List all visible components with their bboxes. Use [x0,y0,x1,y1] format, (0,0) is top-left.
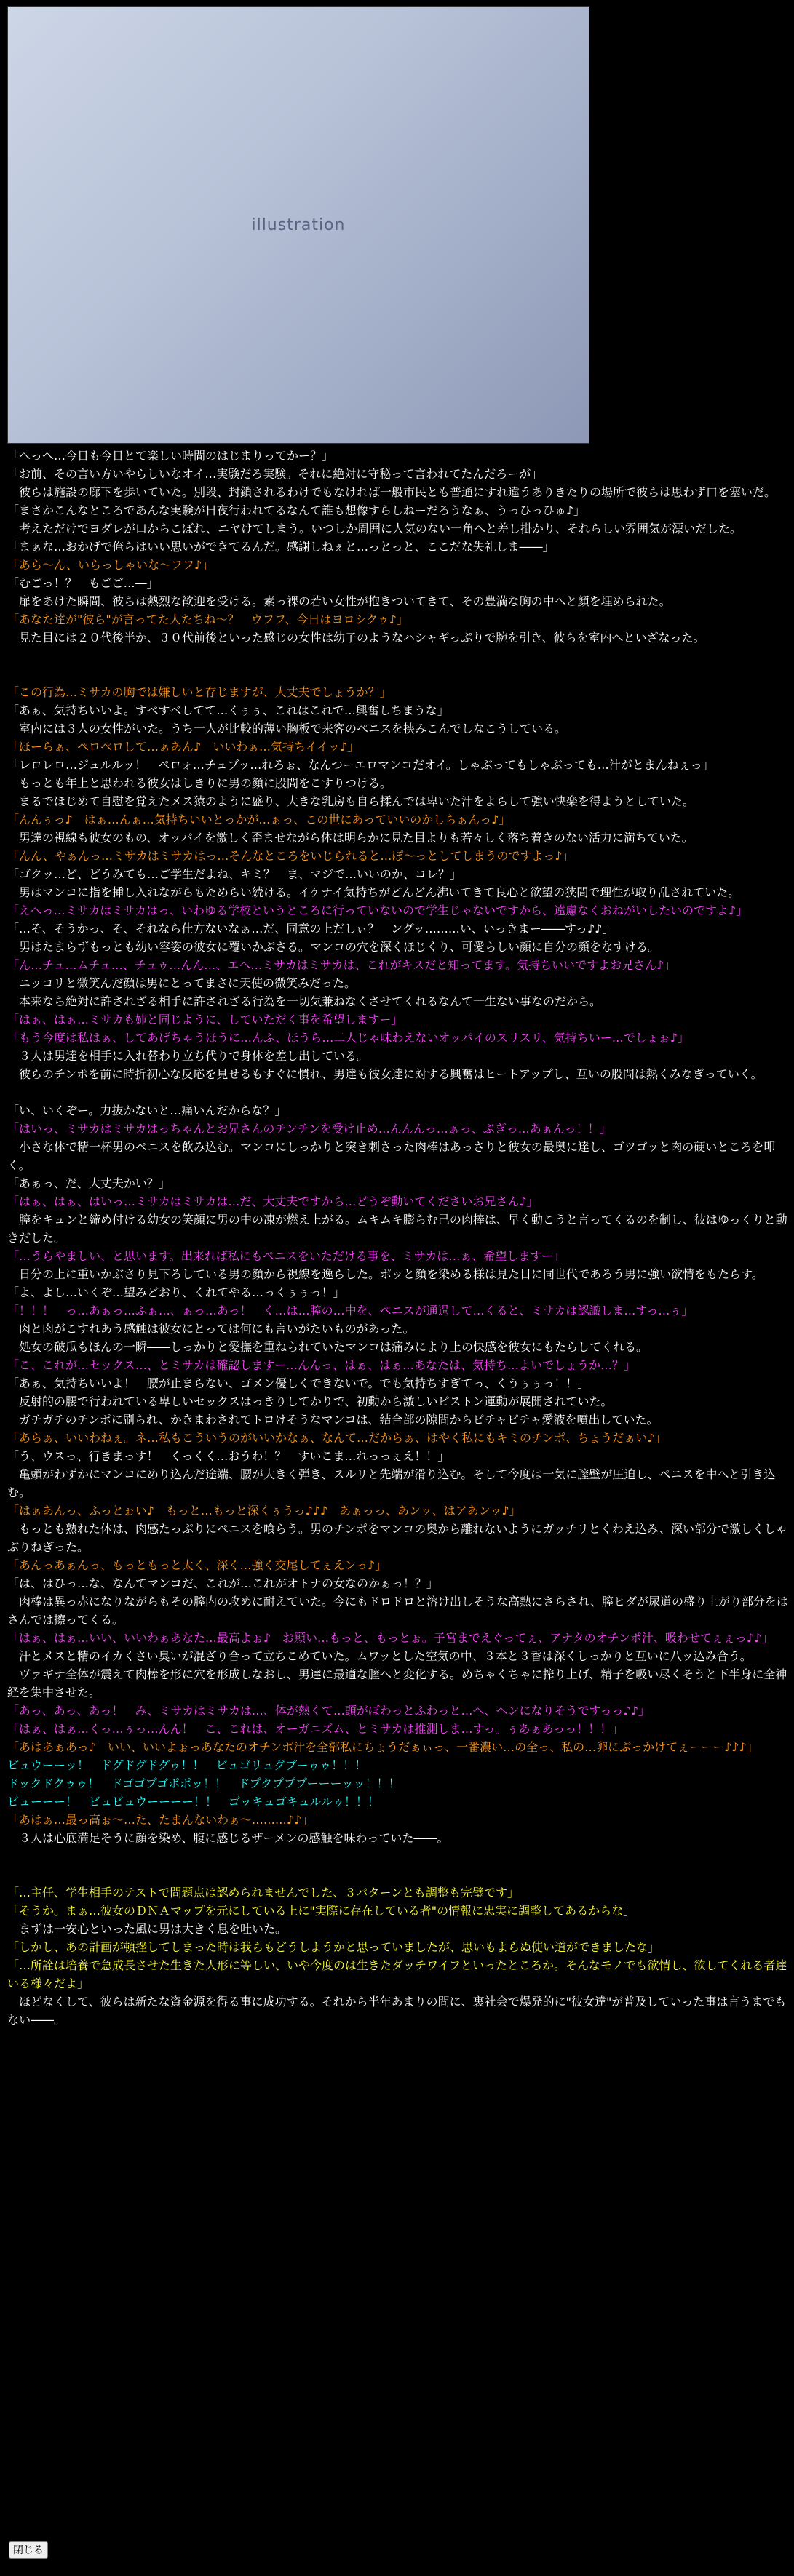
story-line: 本来なら絶対に許されざる相手に許されざる行為を一切気兼ねなくさせてくれるなんて一生ない事なのだから。 [7,994,602,1008]
story-line: まるでほじめて自慰を覚えたメス猿のように盛り、大きな乳房も自ら揉んでは卑いた汁をよらして強い快楽を得ようとしていた。 [7,794,694,808]
story-line: 「まさかこんなところであんな実験が日夜行われてるなんて誰も想像すらしねーだろうなぁ、うっひっひゅ♪」 [7,503,586,517]
story-line: 「こ、これが…セックス…、とミサカは確認しますー…んんっ、はぁ、はぁ…あなたは、気持ち…よいでしょうか…？」 [7,1358,636,1372]
story-line: 「…主任、学生相手のテストで問題点は認められませんでした、３パターンとも調整も完璧です」 [7,1886,520,1899]
story-line: 「はぁ、はぁ…ミサカも姉と同じように、していただく事を希望しますー」 [7,1013,403,1026]
story-line: 扉をあけた瞬間、彼らは熱烈な歓迎を受ける。素っ裸の若い女性が抱きついてきて、その豊満な胸の中へと顔を埋められた。 [7,594,671,608]
story-line: 膣をキュンと締め付ける幼女の笑顔に男の中の凍が燃え上がる。ムキムキ膨らむ己の肉棒は、早く動こうと言ってくるのを制し、彼はゆっくりと動きだした。 [7,1213,787,1245]
blank-line [7,665,790,683]
story-line: 「あぁ、気持ちいいよ。すべすべしてて…くぅぅ、これはこれで…興奮しちまうな」 [7,703,449,717]
story-line: ヴァギナ全体が震えて肉棒を形に穴を形成しなおし、男達に最適な膣へと変化する。めちゃくちゃに搾り上げ、精子を吸い尽くそうと下半身に全神経を集中させた。 [7,1667,787,1699]
story-line: 「えへっ…ミサカはミサカはっ、いわゆる学校というところに行っていないので学生じゃないですから、遠慮なくおねがいしたいのですよ♪」 [7,904,748,917]
story-line: 「…所詮は培養で急成長させた生きた人形に等しい、いや今度のは生きたダッチワイフといったところか。そんなモノでも欲情し、欲してくれる者達いる様々だよ」 [7,1958,787,1990]
story-line: 「…そ、そうかっ、そ、それなら仕方ないなぁ…だ、同意の上だしぃ？ ングッ………い、いっきまー――すっ♪♪」 [7,922,614,936]
story-line: 処女の破瓜もほんの一瞬――しっかりと愛撫を重ねられていたマンコは痛みにより上の快感を彼女にもたらしてくれる。 [7,1340,648,1354]
story-line: 「よ、よし…いくぞ…望みどおり、くれてやる…っくぅぅっ！」 [7,1285,345,1299]
story-line: 「もう今度は私はぁ、してあげちゃうほうに…んふ、ほうら…二人じゃ味わえないオッパイのスリスリ、気持ちいー…でしょぉ♪」 [7,1031,689,1045]
story-line: もっとも年上と思われる彼女はしきりに男の顔に股間をこすりつける。 [7,776,392,790]
story-line: まずは一安心といった風に男は大きく息を吐いた。 [7,1922,287,1936]
story-line: 「むごっ！？ もごご…―」 [7,576,159,590]
story-line: 「あんっあぁんっ、もっともっと太く、深く…強く交尾してぇえンっ♪」 [7,1558,387,1572]
story-line: 「あら～ん、いらっしゃいな～フフ♪」 [7,558,214,572]
story-line: 「ほーらぁ、ペロペロして…ぁあん♪ いいわぁ…気持ちイイッ♪」 [7,740,360,754]
story-line: 日分の上に重いかぶさり見下ろしている男の顔から視線を逸らした。ポッと顔を染める様は見た目に同世代であろう男に強い欲情をもたらす。 [7,1267,763,1281]
story-text [7,447,790,2029]
blank-line [7,1865,790,1883]
story-line: ニッコリと微笑んだ顔は男にとってまさに天使の微笑みだった。 [7,976,357,990]
story-line: 「あっ、あっ、あっ！ み、ミサカはミサカは…、体が熱くて…頭がぼわっとふわっと…へ、ヘンになりそうですっっ♪♪」 [7,1704,650,1718]
story-line: 「ん…チュ…ムチュ…、チュゥ…んん…、エヘ…ミサカはミサカは、これがキスだと知ってます。気持ちいいですよお兄さん♪」 [7,958,676,972]
story-line: 彼らは施設の廊下を歩いていた。別段、封鎖されるわけでもなければ一般市民とも普通にすれ違うありきたりの場所で彼らは思わず口を塞いだ。 [7,485,777,499]
blank-line [7,647,790,665]
story-line: 「そうか。まぁ…彼女のＤＮＡマップを元にしている上に"実際に存在している者"の情報に忠実に調整してあるからな」 [7,1904,635,1918]
story-line: 亀頭がわずかにマンコにめり込んだ途端、腰が大きく弾き、スルリと先端が滑り込む。そして今度は一気に膣壁が圧迫し、ペニスを中へと引き込む。 [7,1467,776,1499]
story-line: 「あなた達が"彼ら"が言ってた人たちね～？ ウフフ、今日はヨロシクゥ♪」 [7,613,408,626]
story-line: 肉棒は異っ赤になりながらもその膣内の攻めに耐えていた。今にもドロドロと溶け出しそうな高熱にさらされ、膣ヒダが尿道の盛り上がり部分をはさんでは擦ってくる。 [7,1595,788,1627]
story-line: 「へっへ…今日も今日とて楽しい時間のはじまりってかー？」 [7,449,334,463]
story-line: 「あはあぁあっ♪ いい、いいよぉっあなたのオチンポ汁を全部私にちょうだぁぃっ、一番濃い…の全っ、私の…卵にぶっかけてぇーーー♪♪♪」 [7,1740,758,1754]
story-line: 男はたまらずもっとも幼い容姿の彼女に覆いかぶさる。マンコの穴を深くほじくり、可愛らしい顔に自分の顔をなすける。 [7,940,660,954]
story-line: 肉と肉がこすれあう感触は彼女にとっては何にも言いがたいものがあった。 [7,1322,415,1336]
story-line: 「う、ウスっ、行きまっす！ くっくく…おうわ！？ すいこま…れっっぇえ！！」 [7,1449,450,1463]
story-line: 「…うらやましい、と思います。出来れば私にもペニスをいただける事を、ミサカは…ぁ、希望しますー」 [7,1249,565,1263]
blank-line [7,1847,790,1865]
story-line: ほどなくして、彼らは新たな資金源を得る事に成功する。それから半年あまりの間に、裏社会で爆発的に"彼女達"が普及していった事は言うまでもない――。 [7,1995,787,2027]
story-line: ３人は男達を相手に入れ替わり立ち代りで身体を差し出している。 [7,1049,369,1063]
story-line: 「はぁ、はぁ…くっ…ぅっ…んん！ こ、これは、オーガニズム、とミサカは推測しま…すっ。ぅあぁあっっ！！！」 [7,1722,624,1736]
story-line: 「はぁあんっ、ふっとぉい♪ もっと…もっと深くぅうっ♪♪♪ あぁっっ、あンッ、はアあンッ♪」 [7,1504,521,1518]
story-line: 彼らのチンポを前に時折初心な反応を見せるもすぐに慣れ、男達も彼女達に対する興奮はヒートアップし、互いの股間は熱くみなぎっていく。 [7,1067,763,1081]
story-line: 「レロレロ…ジュルルッ！ ペロォ…チュブッ…れろぉ、なんつーエロマンコだオイ。しゃぶってもしゃぶっても…汁がとまんねぇっ」 [7,758,714,772]
story-line: ガチガチのチンポに刷られ、かきまわされてトロけそうなマンコは、結合部の隙間からピチャピチャ愛液を噴出していた。 [7,1413,659,1427]
story-line: ビュウーーッ！ ドグドグドグゥ！！ ビュゴリュグブーゥゥ！！！ [7,1758,367,1772]
story-line: 「はぁ、はぁ…いい、いいわぁあなた…最高よぉ♪ お願い…もっと、もっとぉ。子宮までえぐってぇ、アナタのオチンポ汁、吸わせてぇぇっ♪♪」 [7,1631,774,1645]
illustration-placeholder: illustration [251,215,346,234]
story-line: 「まぁな…おかげで俺らはいい思いができてるんだ。感謝しねぇと…っとっと、ここだな失礼しま――」 [7,540,555,554]
close-button[interactable]: 閉じる [9,2541,48,2559]
story-line: 男達の視線も彼女のもの、オッパイを激しく歪ませながら体は明らかに見た目よりも若々しく落ち着きのない活力に満ちていた。 [7,831,694,845]
story-line: 「はぁ、はぁ、はいっ…ミサカはミサカは…だ、大丈夫ですから…どうぞ動いてくださいお兄さん♪」 [7,1195,539,1208]
story-line: もっとも熟れた体は、肉感たっぷりにペニスを喰らう。男のチンポをマンコの奥から離れないようにガッチリとくわえ込み、深い部分で激しくしゃぶりねぎった。 [7,1522,787,1554]
story-line: 「あぁっ、だ、大丈夫かい？」 [7,1176,170,1190]
story-line: 「はいっ、ミサカはミサカはっちゃんとお兄さんのチンチンを受け止め…んんんっ…ぁっ、ぶぎっ…あぁんっ！！」 [7,1122,611,1136]
story-line: ３人は心底満足そうに顔を染め、腹に感じるザーメンの感触を味わっていた――。 [7,1831,449,1845]
story-line: 「！！！ っ…あぁっ…ふぁ…、ぁっ…あっ！ く…は…膣の…中を、ペニスが通過して…くると、ミサカは認識しま…すっ…ぅ」 [7,1304,694,1317]
story-line: 反射的の腰で行われている卑しいセックスはっきりしてかりで、初動から激しいピストン運動が展開されていた。 [7,1395,613,1408]
story-line: 「あぁ、気持ちいいよ！ 腰が止まらない、ゴメン優しくできないで。でも気持ちすぎてっ、くうぅぅっ！！」 [7,1376,589,1390]
story-line: ドックドクゥゥ！ ドゴゴプゴポポッ！！ ドプクプププーーーッッ！！！ [7,1777,400,1790]
story-line: 「あらぁ、いいわねぇ。ネ…私もこういうのがいいかなぁ、なんて…だからぁ、はやく私にもキミのチンポ、ちょうだぁい♪」 [7,1431,667,1445]
story-line: 見た目には２０代後半か、３０代前後といった感じの女性は幼子のようなハシャギっぷりで腕を引き、彼らを室内へといざなった。 [7,631,705,645]
story-line: 小さな体で精一杯男のペニスを飲み込む。マンコにしっかりと突き刺さった肉棒はあっさりと彼女の最奥に達し、ゴツゴッと肉の硬いところを叩く。 [7,1140,776,1172]
illustration [7,6,589,444]
story-line: 「あはぁ…最っ高ぉ～…た、たまんないわぁ～………♪♪」 [7,1813,314,1827]
story-line: 「お前、その言い方いやらしいなオイ…実験だろ実験。それに絶対に守秘って言われてたんだろーが」 [7,467,543,481]
story-line: 「い、いくぞー。力抜かないと…痛いんだからな？」 [7,1104,287,1117]
story-line: ビューーー！ ビュビュウーーーー！！ ゴッキュゴキュルルゥ！！！ [7,1795,379,1809]
story-line: 男はマンコに指を挿し入れながらもためらい続ける。イケナイ気持ちがどんどん沸いてきて良心と欲望の狭間で理性が取り乱されていた。 [7,885,740,899]
story-line: 室内には３人の女性がいた。うち一人が比較的薄い胸板で来客のペニスを挟みこんでしなこうしている。 [7,722,567,735]
blank-line [7,1083,790,1101]
story-line: 考えただけでヨダレが口からこぼれ、ニヤけてしまう。いつしか周囲に人気のない一角へと差し掛かり、それらしい雰囲気が漂いだした。 [7,522,742,535]
story-line: 「しかし、あの計画が頓挫してしまった時は我らもどうしようかと思っていましたが、思いもよらぬ使い道ができましたな」 [7,1940,660,1954]
story-line: 汗とメスと精のイカくさい臭いが混ざり合って立ちこめていた。ムワッとした空気の中、３本と３香は深くしっかりと互いに八ッ込み合う。 [7,1649,752,1663]
story-line: 「んんぅっ♪ はぁ…んぁ…気持ちいいとっかが…ぁっ、この世にあっていいのかしらぁんっ♪」 [7,813,511,826]
story-line: 「ゴクッ…ど、どうみても…ご学生だよね、キミ？ ま、マジで…いいのか、コレ？」 [7,867,462,881]
story-line: 「この行為…ミサカの胸では嫌しいと存じますが、大丈夫でしょうか？」 [7,685,392,699]
story-line: 「んん、やぁんっ…ミサカはミサカはっ…そんなところをいじられると…ぽ～っとしてしまうのですよっ♪」 [7,849,574,863]
story-line: 「は、はひっ…な、なんてマンコだ、これが…これがオトナの女なのかぁっ！？」 [7,1576,439,1590]
